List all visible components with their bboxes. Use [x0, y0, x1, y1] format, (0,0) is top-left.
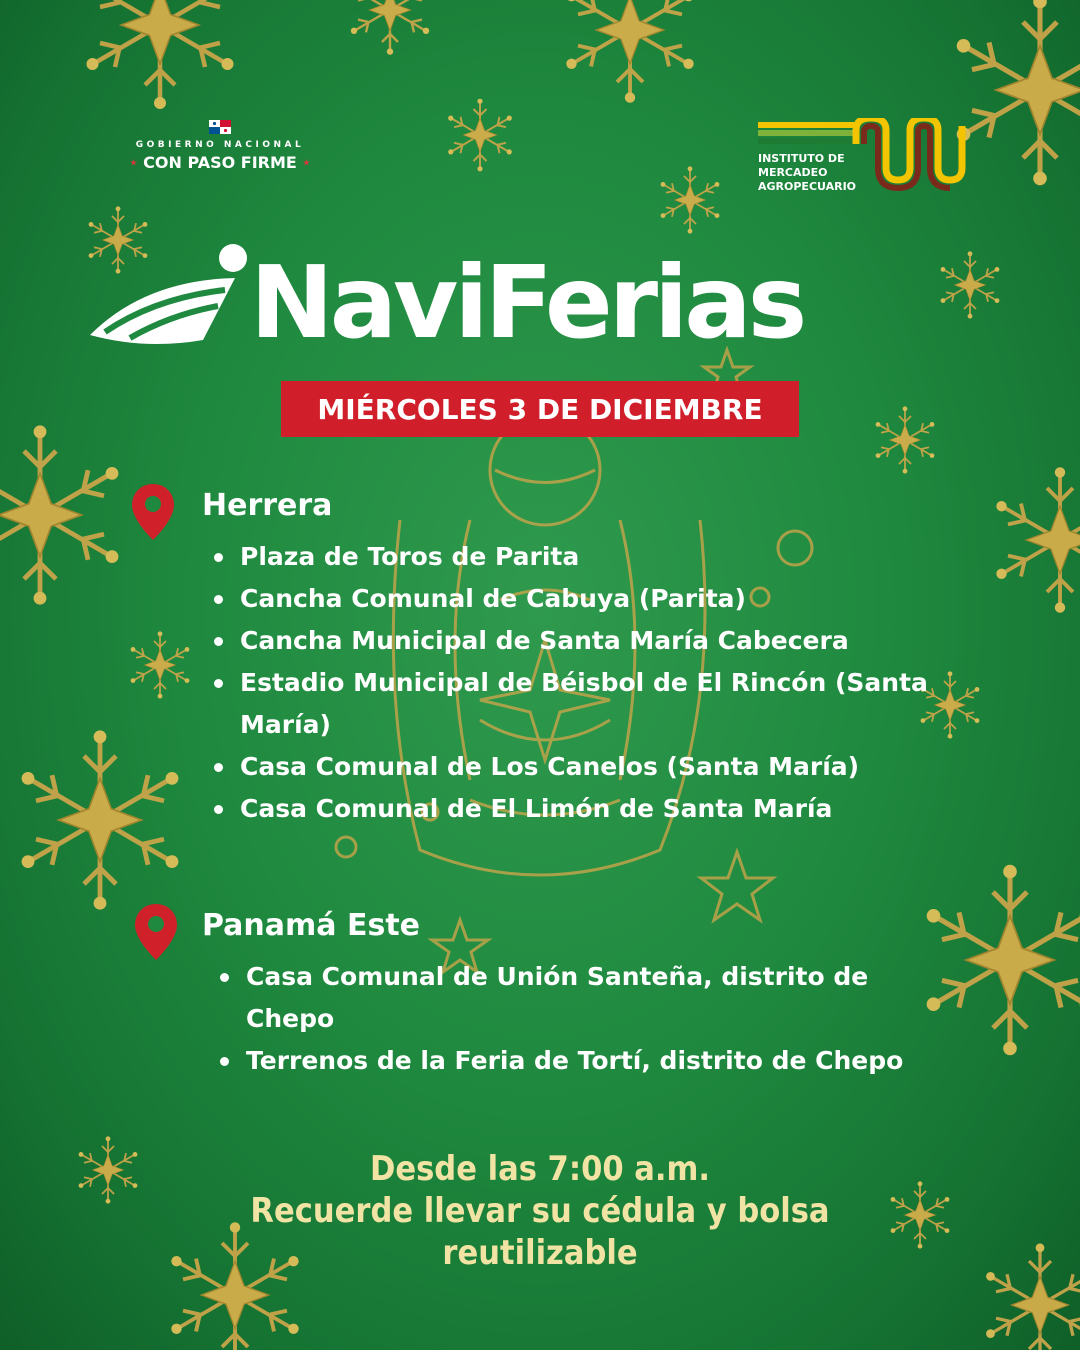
page-title: NaviFerias	[250, 244, 804, 361]
map-pin-icon	[133, 902, 179, 962]
region-name: Herrera	[202, 488, 333, 523]
date-banner	[281, 381, 799, 437]
list-item: Estadio Municipal de Béisbol de El Rincón (Santa	[210, 662, 990, 704]
star-icon: ★	[302, 158, 311, 169]
gov-line1: GOBIERNO NACIONAL	[135, 140, 305, 150]
star-icon: ★	[129, 158, 138, 169]
region-name: Panamá Este	[202, 908, 421, 943]
location-list	[216, 956, 996, 1082]
leaf-field-icon	[85, 240, 255, 360]
list-item-continuation: Chepo	[246, 1004, 335, 1033]
ima-logo	[756, 118, 968, 198]
list-item-continuation: María)	[240, 710, 331, 739]
map-pin-icon	[130, 482, 176, 542]
title-block	[85, 240, 925, 360]
list-item: Plaza de Toros de Parita	[210, 536, 990, 578]
event-date: MIÉRCOLES 3 DE DICIEMBRE	[317, 392, 763, 426]
gov-line2	[110, 153, 330, 172]
list-item: Casa Comunal de Los Canelos (Santa María)	[210, 746, 990, 788]
list-item: Cancha Comunal de Cabuya (Parita)	[210, 578, 990, 620]
list-item: Cancha Municipal de Santa María Cabecera	[210, 620, 990, 662]
footer-time: Desde las 7:00 a.m.	[369, 1149, 711, 1189]
list-item: Terrenos de la Feria de Tortí, distrito de Chepo	[216, 1040, 996, 1082]
footer-reminder: Recuerde llevar su cédula y bolsa	[250, 1191, 830, 1231]
gov-line2-text: CON PASO FIRME	[143, 153, 297, 172]
list-item: Casa Comunal de Unión Santeña, distrito de	[216, 956, 996, 998]
footer-reminder-end: reutilizable	[442, 1233, 638, 1273]
list-item: Casa Comunal de El Limón de Santa María	[210, 788, 990, 830]
government-logo	[110, 120, 330, 172]
ima-name: INSTITUTO DE MERCADEO AGROPECUARIO	[758, 152, 857, 193]
panama-flag-icon	[209, 120, 231, 134]
footer-note	[180, 1148, 900, 1274]
location-list	[210, 536, 990, 830]
